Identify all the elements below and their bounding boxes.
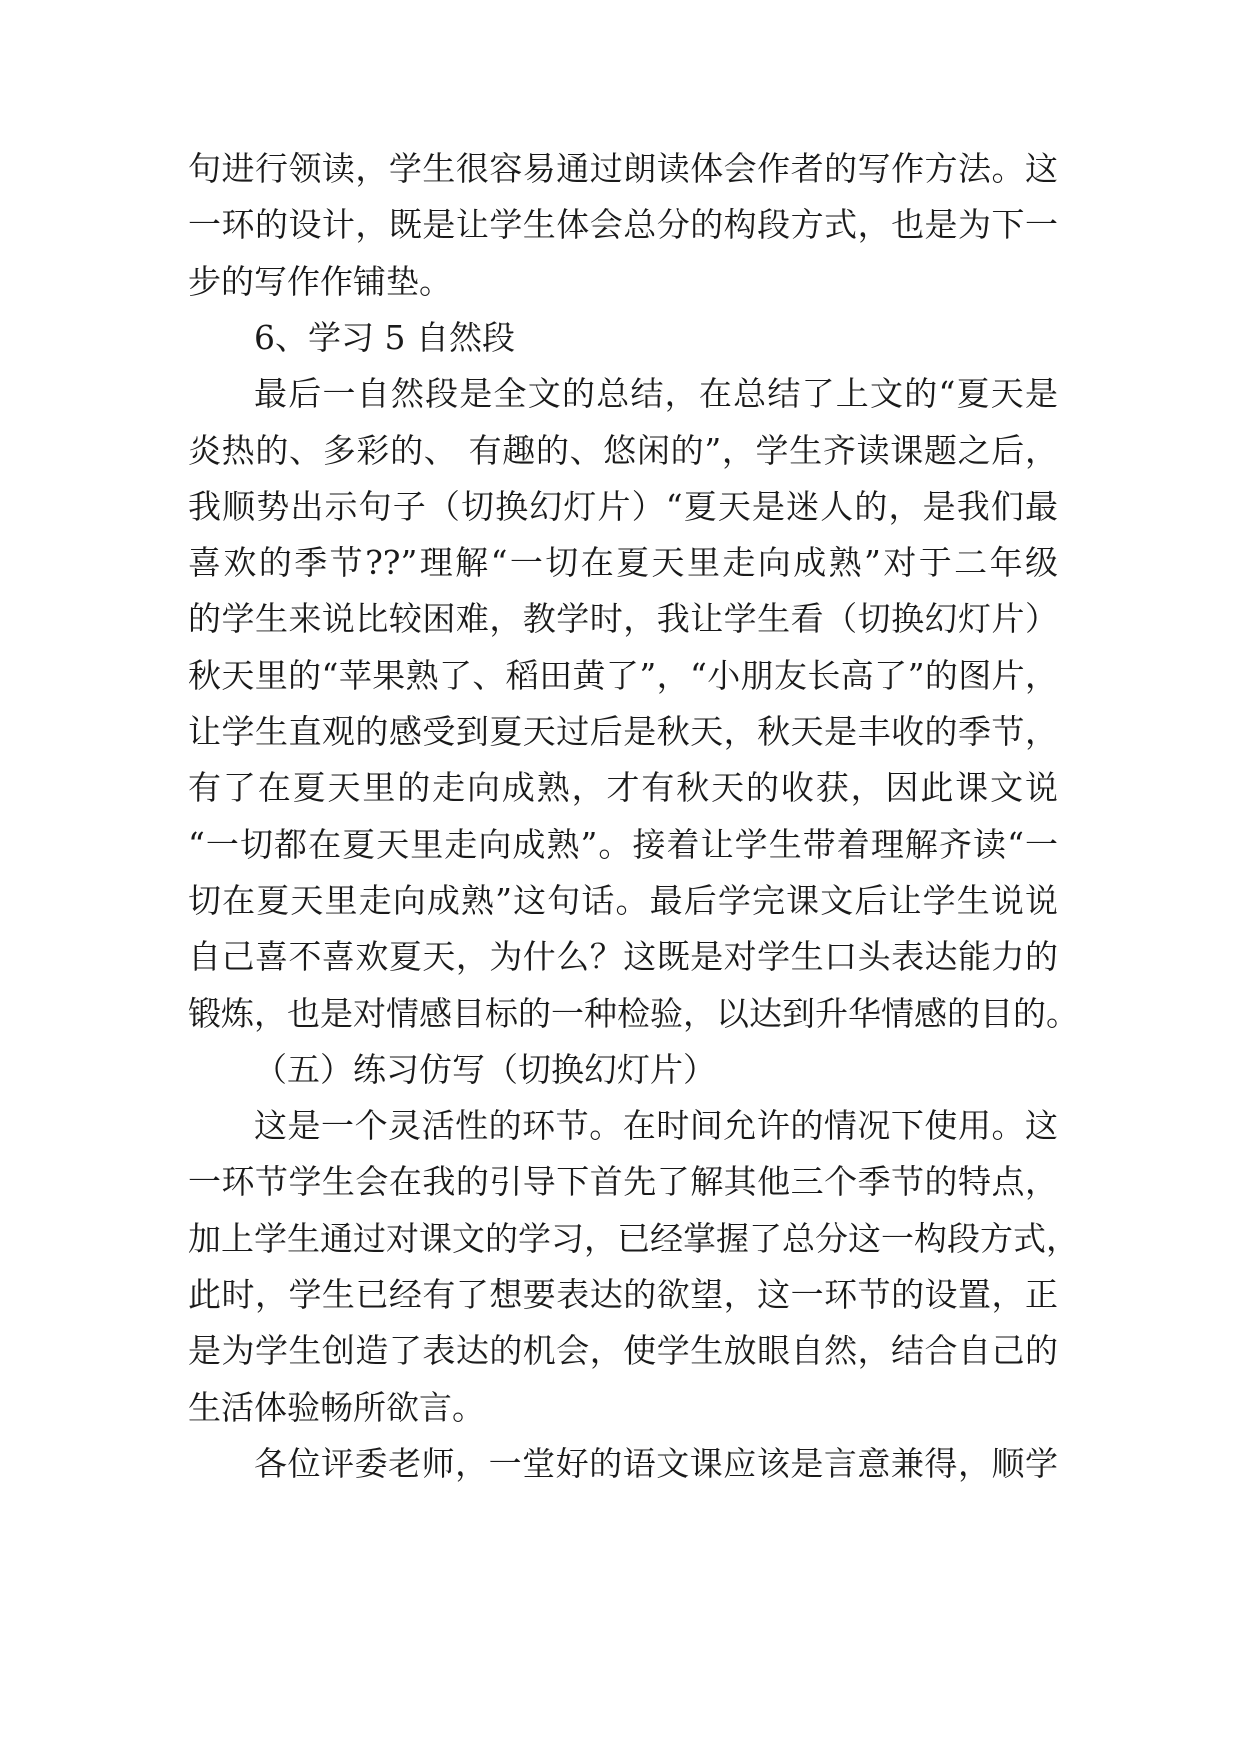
text-line: 一环节学生会在我的引导下首先了解其他三个季节的特点， <box>188 1162 1058 1202</box>
text-line: 生活体验畅所欲言。 <box>188 1387 485 1427</box>
text-line: 切在夏天里走向成熟”这句话。最后学完课文后让学生说说 <box>188 880 1058 920</box>
text-line: “一切都在夏天里走向成熟”。接着让学生带着理解齐读“一 <box>188 824 1058 864</box>
text-line: 6、学习 5 自然段 <box>254 317 515 357</box>
text-line: 我顺势出示句子（切换幻灯片）“夏天是迷人的，是我们最 <box>188 486 1058 526</box>
text-line: 炎热的、多彩的、 有趣的、悠闲的”，学生齐读课题之后， <box>188 430 1058 470</box>
text-line: 此时，学生已经有了想要表达的欲望，这一环节的设置，正 <box>188 1275 1058 1314</box>
text-line: 自己喜不喜欢夏天，为什么？这既是对学生口头表达能力的 <box>188 937 1058 977</box>
text-line: 锻炼，也是对情感目标的一种检验，以达到升华情感的目的。 <box>188 993 1079 1033</box>
text-line: 这是一个灵活性的环节。在时间允许的情况下使用。这 <box>254 1106 1058 1146</box>
text-line: 有了在夏天里的走向成熟，才有秋天的收获，因此课文说 <box>188 768 1058 808</box>
text-line: 喜欢的季节??”理解“一切在夏天里走向成熟”对于二年级 <box>188 543 1058 583</box>
text-line: 的学生来说比较困难，教学时，我让学生看（切换幻灯片） <box>188 599 1058 639</box>
text-line: 让学生直观的感受到夏天过后是秋天，秋天是丰收的季节， <box>188 712 1058 751</box>
text-line: 句进行领读，学生很容易通过朗读体会作者的写作方法。这 <box>188 149 1058 188</box>
text-line: 秋天里的“苹果熟了、稻田黄了”，“小朋友长高了”的图片， <box>188 655 1058 695</box>
text-line: （五）练习仿写（切换幻灯片） <box>254 1049 716 1089</box>
text-line: 各位评委老师，一堂好的语文课应该是言意兼得，顺学 <box>254 1443 1058 1483</box>
text-line: 步的写作作铺垫。 <box>188 261 452 301</box>
text-line: 加上学生通过对课文的学习，已经掌握了总分这一构段方式， <box>188 1218 1079 1258</box>
text-line: 最后一自然段是全文的总结，在总结了上文的“夏天是 <box>254 374 1058 414</box>
text-line: 是为学生创造了表达的机会，使学生放眼自然，结合自己的 <box>188 1331 1058 1371</box>
text-line: 一环的设计，既是让学生体会总分的构段方式，也是为下一 <box>188 205 1058 245</box>
